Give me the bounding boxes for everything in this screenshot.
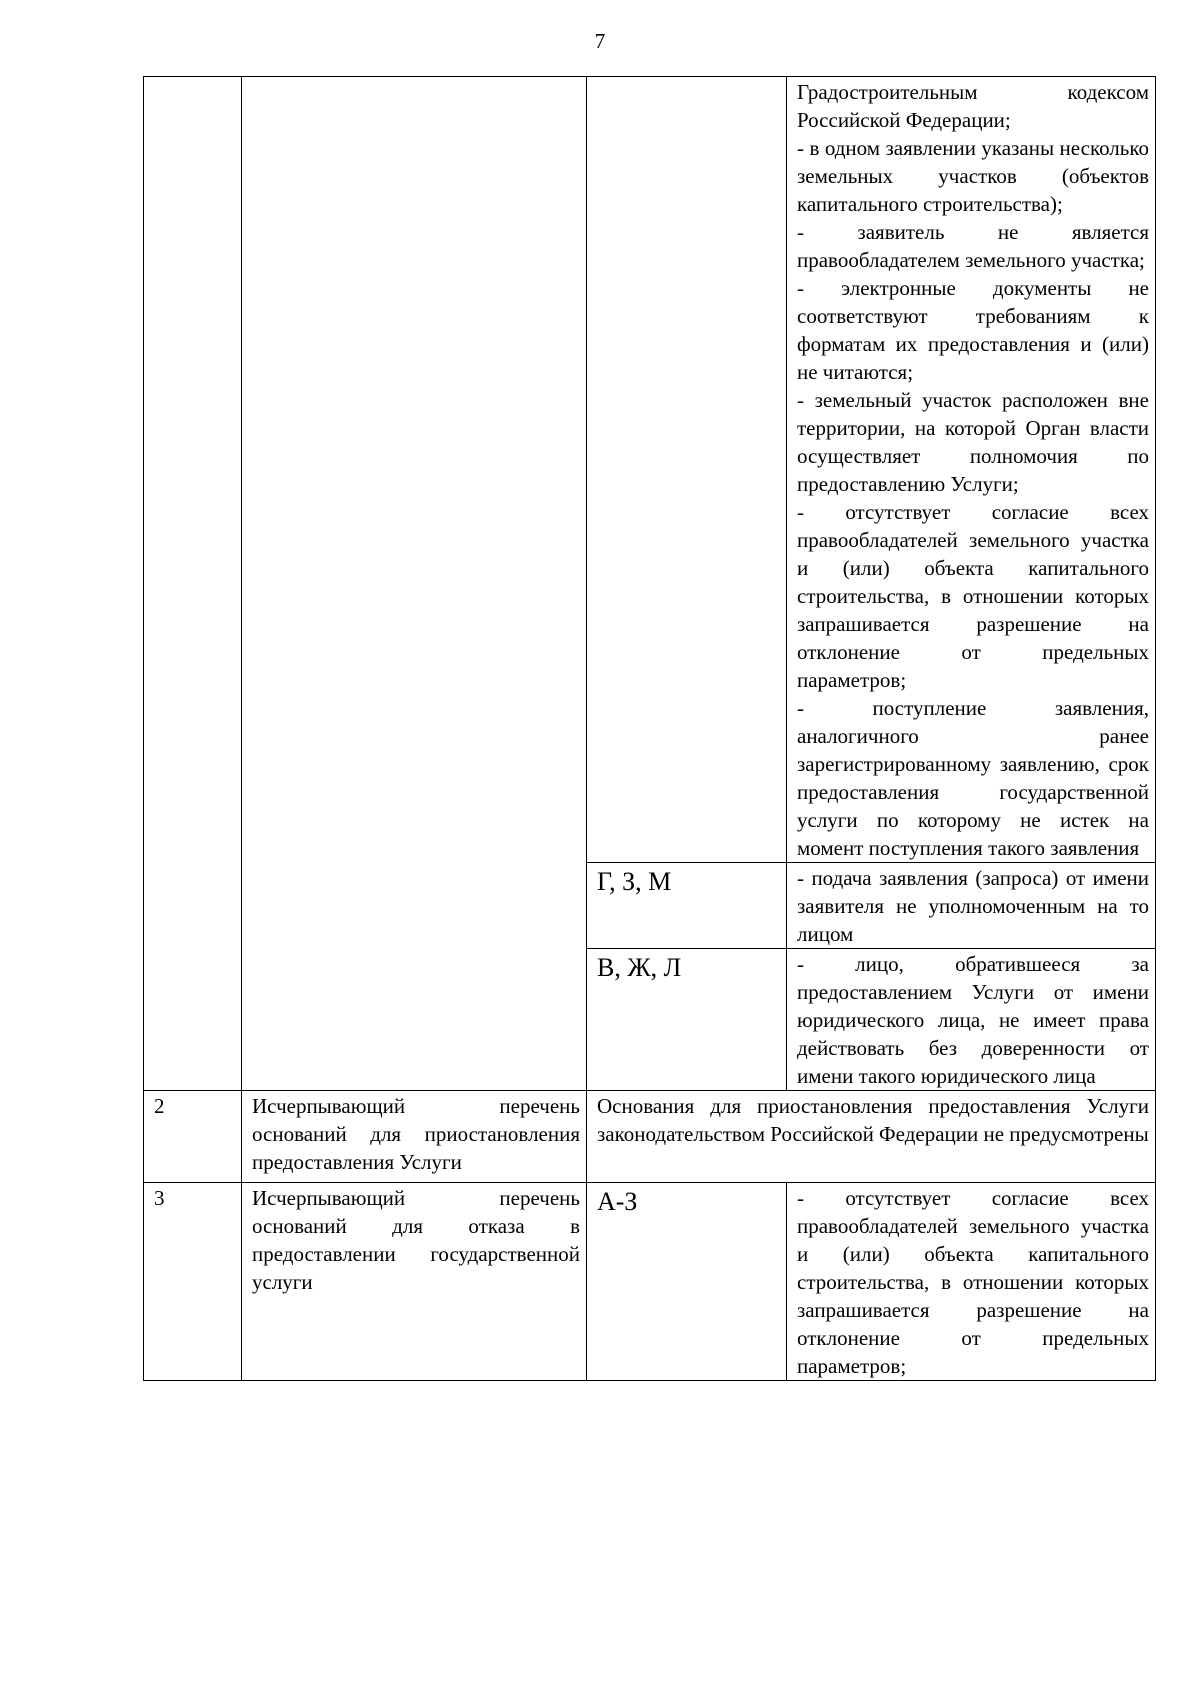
table-row <box>144 1091 1156 1183</box>
page-number: 7 <box>594 29 606 53</box>
applicant-codes: А-З <box>587 1183 787 1381</box>
row-title <box>242 1183 587 1381</box>
table-row <box>144 77 1156 863</box>
row-title-text: Исчерпывающий перечень оснований для отказа в предоставлении государственной услуги <box>252 1186 580 1294</box>
row-number: 2 <box>144 1091 242 1183</box>
reason-item: - заявитель не является правообладателем земельного участка; <box>797 220 1149 272</box>
reason-item: - отсутствует согласие всех правообладателей земельного участка и (или) объекта капитального строительства, в отношении которых запрашивается разрешение на отклонение от предельных параметров; <box>797 500 1149 692</box>
codes-cell <box>587 77 787 863</box>
services-table <box>143 76 1156 1381</box>
reason-item: - электронные документы не соответствуют требованиям к форматам их предоставления и (или) не читаются; <box>797 276 1149 384</box>
reason-item: - поступление заявления, аналогичного ранее зарегистрированному заявлению, срок предоставления государственной услуги по которому не истек на момент поступления такого заявления <box>797 696 1149 860</box>
row-title-cell <box>242 77 587 1091</box>
row-title <box>242 1091 587 1183</box>
row-title-text: Исчерпывающий перечень оснований для приостановления предоставления Услуги <box>252 1094 580 1174</box>
row-number: 3 <box>144 1183 242 1381</box>
reasons-cell <box>787 77 1156 863</box>
reason-item: - в одном заявлении указаны несколько земельных участков (объектов капитального строительства); <box>797 136 1149 216</box>
reason-item: - земельный участок расположен вне территории, на которой Орган власти осуществляет полномочия по предоставлению Услуги; <box>797 388 1149 496</box>
applicant-codes: В, Ж, Л <box>587 949 787 1091</box>
reason-text: - отсутствует согласие всех правообладателей земельного участка и (или) объекта капитального строительства, в отношении которых запрашивается разрешение на отклонение от предельных параметров; <box>787 1183 1156 1381</box>
row-number-cell <box>144 77 242 1091</box>
table-row <box>144 1183 1156 1381</box>
reason-item: Градостроительным кодексом Российской Федерации; <box>797 80 1149 132</box>
reason-text: - лицо, обратившееся за предоставлением Услуги от имени юридического лица, не имеет права действовать без доверенности от имени такого юридического лица <box>787 949 1156 1091</box>
applicant-codes: Г, З, М <box>587 863 787 949</box>
reason-text: - подача заявления (запроса) от имени заявителя не уполномоченным на то лицом <box>787 863 1156 949</box>
row-content: Основания для приостановления предоставления Услуги законодательством Российской Федерации не предусмотрены <box>587 1091 1156 1183</box>
